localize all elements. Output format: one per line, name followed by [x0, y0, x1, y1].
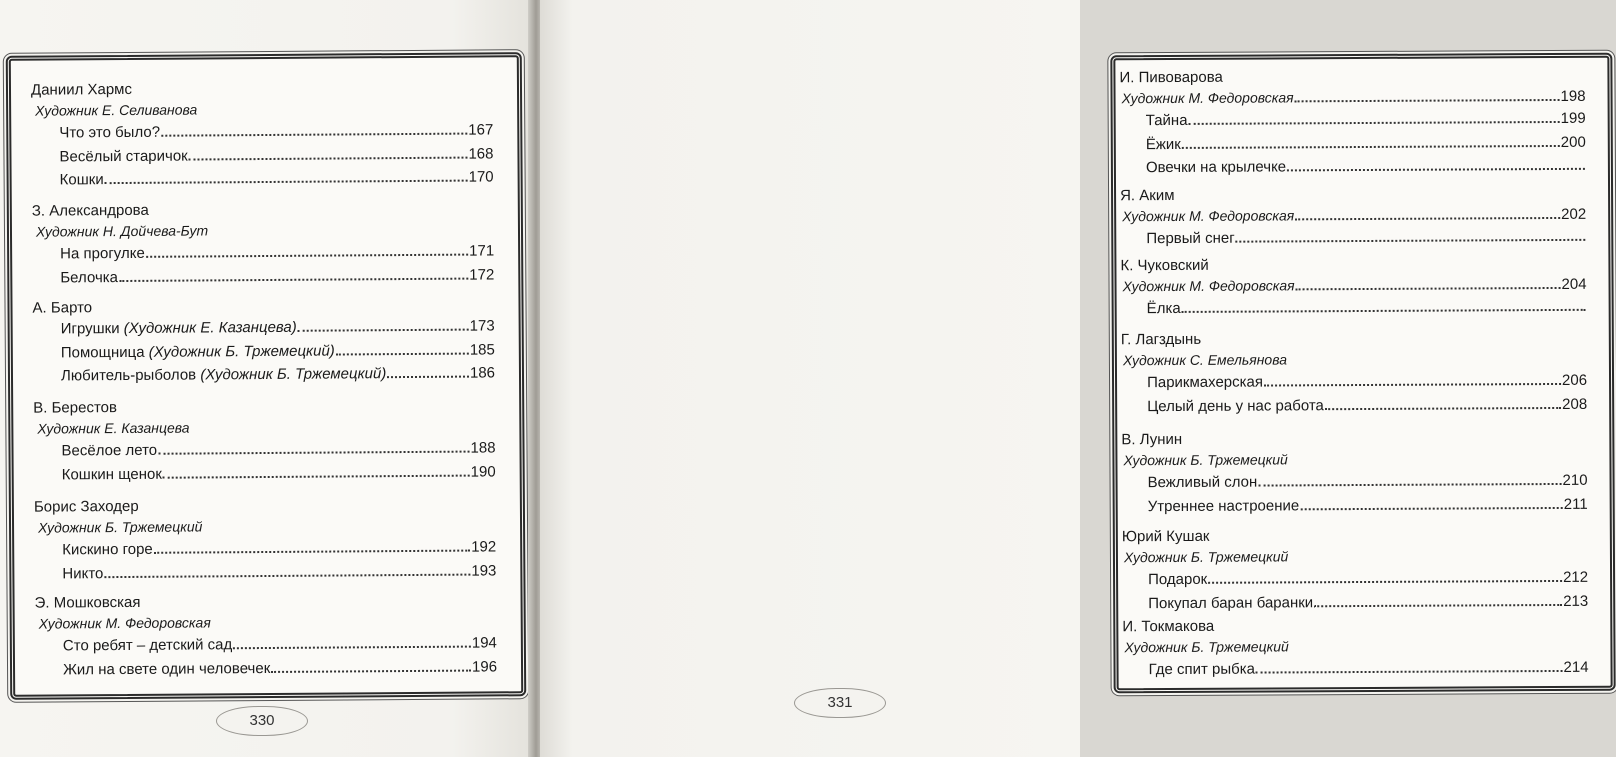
page-ref: 208 — [1562, 395, 1588, 413]
page-ref: 186 — [469, 364, 496, 382]
entry-illustrator-note: (Художник Б. Тржемецкий) — [148, 342, 335, 361]
author-name: Э. Мошковская — [34, 593, 141, 612]
dot-leader — [1314, 590, 1562, 606]
illustrator-credit: Художник М. Федоровская — [38, 614, 211, 632]
entry-title: Покупал баран баранки — [1148, 593, 1314, 612]
author-name: Даниил Хармс — [30, 80, 133, 99]
dot-leader — [1300, 493, 1563, 509]
toc-entry — [1118, 590, 1588, 616]
entry-title: Первый снег — [1146, 229, 1235, 248]
author-name: Я. Аким — [1120, 186, 1175, 205]
author-name: З. Александрова — [31, 201, 149, 220]
toc-entry — [1118, 567, 1588, 593]
author-name: А. Барто — [32, 299, 93, 317]
dot-leader — [146, 241, 468, 258]
toc-entry — [13, 339, 495, 366]
dot-leader — [104, 560, 470, 578]
left-page — [0, 0, 532, 757]
illustrator-credit: Художник Н. Дойчева-Бут — [35, 222, 209, 240]
toc-section — [1118, 615, 1610, 683]
illustrator-credit: Художник М. Федоровская — [1122, 207, 1295, 225]
toc-entry — [13, 362, 495, 389]
page-ref: 167 — [468, 121, 494, 139]
toc-section — [14, 494, 521, 587]
dot-leader — [336, 339, 469, 355]
dot-leader — [105, 167, 468, 185]
page-ref: 170 — [468, 168, 494, 186]
toc-entry — [14, 560, 496, 587]
page-ref: 196 — [471, 657, 498, 676]
toc-entry — [12, 240, 494, 267]
entry-title: Ёжик — [1145, 135, 1181, 153]
toc-entry — [1118, 657, 1588, 683]
right-page — [540, 0, 1589, 757]
entry-title: Жил на свете один человечек — [62, 659, 271, 678]
toc-entry — [12, 166, 494, 193]
entry-title: Целый день у нас работа — [1147, 396, 1324, 415]
dot-leader — [119, 264, 468, 281]
illustrator-credit: Художник М. Федоровская — [1122, 277, 1295, 295]
illustrator-credit: Художник М. Федоровская — [1121, 89, 1294, 107]
page-number-right: 331 — [794, 688, 886, 718]
entry-title: Весёлое лето — [61, 441, 158, 460]
page-ref: 199 — [1560, 109, 1586, 127]
dot-leader — [161, 120, 467, 137]
author-name: Борис Заходер — [33, 497, 139, 516]
dot-leader — [1236, 226, 1586, 243]
page-ref: 190 — [470, 462, 496, 481]
toc-entry — [11, 143, 493, 170]
toc-section — [1115, 66, 1608, 181]
dot-leader — [298, 316, 469, 332]
illustrator-credit: Художник Б. Тржемецкий — [1124, 638, 1289, 656]
author-name: Юрий Кушак — [1121, 527, 1210, 546]
left-toc-list — [11, 57, 517, 678]
entry-title: Что это было? — [59, 123, 161, 142]
page-ref: 173 — [469, 317, 495, 335]
illustrator-credit: Художник Е. Селиванова — [35, 101, 198, 119]
artist-line — [1116, 204, 1586, 228]
toc-section — [1116, 254, 1608, 322]
illustrator-credit: Художник Б. Тржемецкий — [1123, 451, 1288, 469]
toc-section — [1116, 184, 1608, 252]
page-ref: 194 — [471, 634, 497, 652]
dot-leader — [154, 537, 471, 554]
author-name: К. Чуковский — [1120, 256, 1209, 275]
toc-section — [1117, 328, 1609, 420]
toc-entry — [1116, 226, 1586, 252]
dot-leader — [163, 461, 470, 478]
page-ref: 198 — [1560, 87, 1586, 105]
entry-title: Где спит рыбка — [1148, 660, 1255, 679]
right-toc-frame — [1110, 53, 1615, 694]
entry-title: Сто ребят – детский сад — [62, 636, 233, 655]
page-ref: 211 — [1563, 495, 1588, 513]
dot-leader — [1256, 657, 1563, 674]
dot-leader — [1296, 274, 1561, 290]
dot-leader — [158, 438, 469, 455]
page-ref: 204 — [1561, 275, 1587, 293]
dot-leader — [1264, 370, 1561, 387]
author-name: В. Лунин — [1121, 430, 1183, 449]
toc-entry — [1118, 470, 1588, 496]
toc-entry — [14, 461, 496, 488]
author-name: И. Токмакова — [1122, 617, 1215, 636]
entry-title: Белочка — [60, 268, 119, 286]
illustrator-credit: Художник Б. Тржемецкий — [37, 518, 203, 536]
toc-entry — [1116, 131, 1586, 157]
toc-entry — [1116, 155, 1586, 181]
artist-line — [1116, 86, 1586, 110]
entry-title: Подарок — [1148, 570, 1208, 589]
dot-leader — [1208, 567, 1562, 584]
illustrator-credit: Художник С. Емельянова — [1122, 351, 1288, 369]
page-ref: 214 — [1563, 658, 1589, 676]
dot-leader — [271, 656, 471, 672]
entry-title: Любитель-рыболов — [60, 366, 197, 385]
toc-entry — [14, 536, 496, 563]
entry-title: Утреннее настроение — [1147, 496, 1300, 515]
entry-title: Ёлка — [1146, 299, 1181, 318]
page-number-left: 330 — [216, 706, 308, 736]
entry-title: Овечки на крылечке — [1145, 158, 1287, 177]
page-ref: 193 — [471, 561, 497, 580]
entry-title: Вежливый слон — [1147, 473, 1258, 492]
dot-leader — [1325, 393, 1561, 409]
toc-entry — [1118, 493, 1588, 519]
dot-leader — [1295, 204, 1560, 220]
page-ref: 172 — [469, 265, 495, 284]
author-name: И. Пивоварова — [1119, 68, 1223, 87]
author-name: Г. Лагздынь — [1120, 330, 1202, 349]
dot-leader — [189, 143, 468, 160]
toc-entry — [1116, 108, 1586, 134]
page-ref: 192 — [471, 538, 497, 556]
page-ref: 210 — [1562, 471, 1588, 489]
toc-section — [15, 590, 522, 683]
artist-line — [1116, 274, 1586, 298]
toc-entry — [13, 437, 495, 464]
entry-illustrator-note: (Художник Е. Казанцева) — [123, 318, 297, 337]
entry-title: Кискино горе — [62, 540, 153, 559]
page-ref: 168 — [468, 144, 494, 163]
toc-entry — [13, 315, 495, 342]
page-ref: 171 — [469, 242, 495, 260]
entry-title: Кошкин щенок — [61, 465, 162, 483]
toc-entry — [15, 632, 497, 659]
right-toc-list — [1115, 58, 1607, 679]
page-ref: 212 — [1562, 568, 1589, 586]
entry-title: Весёлый старичок — [59, 147, 188, 165]
toc-section — [12, 198, 519, 291]
entry-title: Кошки — [59, 171, 104, 189]
toc-section — [1118, 525, 1610, 617]
page-ref: 185 — [469, 340, 495, 359]
dot-leader — [1182, 296, 1586, 313]
toc-entry — [1117, 370, 1587, 396]
page-ref: 213 — [1563, 592, 1589, 610]
dot-leader — [1258, 470, 1561, 487]
entry-illustrator-note: (Художник Б. Тржемецкий) — [200, 365, 387, 384]
page-ref: 188 — [470, 439, 496, 457]
page-ref: 202 — [1561, 205, 1587, 223]
dot-leader — [1295, 86, 1560, 102]
toc-entry — [11, 119, 493, 146]
author-name: В. Берестов — [33, 399, 118, 417]
entry-title: Никто — [62, 564, 104, 582]
toc-section — [1117, 428, 1609, 520]
entry-title: Тайна — [1145, 111, 1188, 130]
entry-title: На прогулке — [60, 244, 145, 263]
toc-entry — [1117, 393, 1587, 419]
left-toc-frame — [6, 52, 526, 700]
dot-leader — [1287, 155, 1585, 172]
toc-section — [11, 77, 518, 193]
toc-entry — [15, 656, 497, 683]
dot-leader — [1182, 131, 1560, 148]
dot-leader — [387, 363, 469, 379]
page-ref: 206 — [1561, 371, 1588, 389]
dot-leader — [1188, 108, 1559, 125]
entry-title: Игрушки — [60, 320, 120, 338]
illustrator-credit: Художник Е. Казанцева — [37, 419, 190, 437]
entry-title: Парикмахерская — [1147, 373, 1264, 392]
toc-entry — [1117, 296, 1587, 322]
toc-section — [13, 395, 520, 488]
illustrator-credit: Художник Б. Тржемецкий — [1123, 548, 1289, 566]
dot-leader — [233, 633, 471, 650]
entry-title: Помощница — [60, 343, 145, 361]
toc-section — [12, 295, 519, 389]
page-ref: 200 — [1560, 133, 1586, 151]
toc-entry — [12, 264, 494, 291]
